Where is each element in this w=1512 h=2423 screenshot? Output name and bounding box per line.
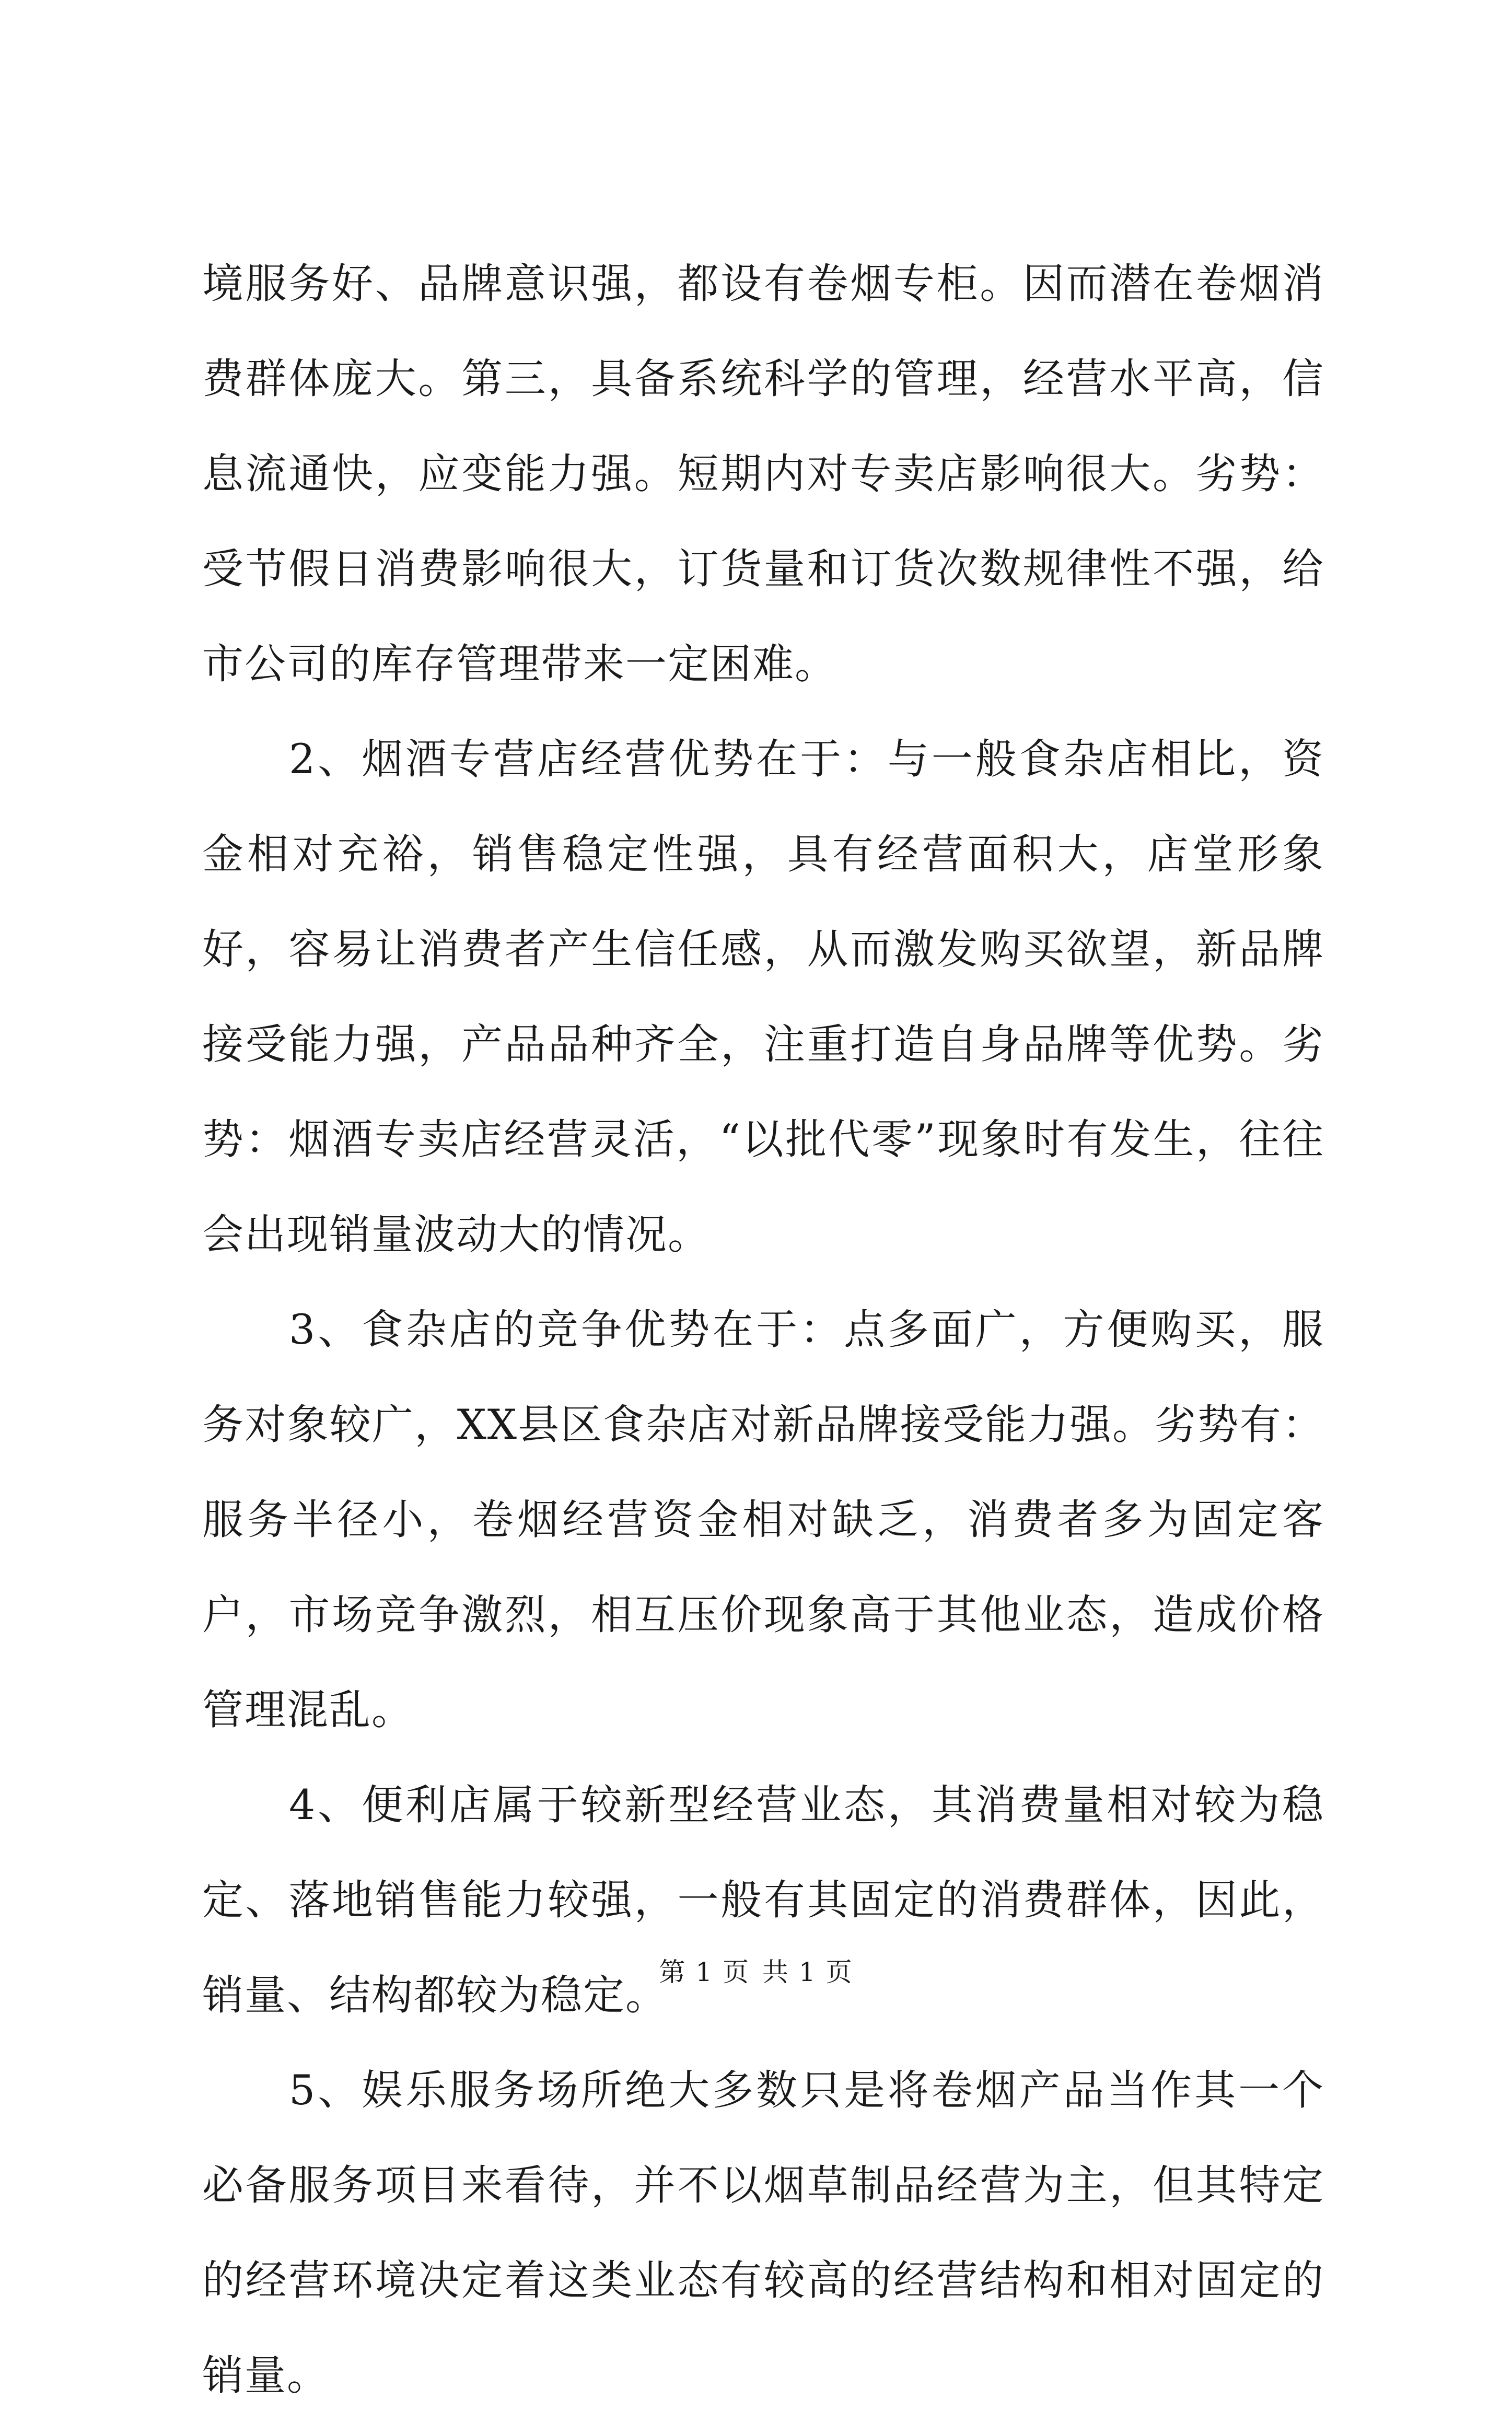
paragraph-3: 3、食杂店的竞争优势在于：点多面广，方便购买，服务对象较广，XX县区食杂店对新品牌接受能力强。劣势有：服务半径小，卷烟经营资金相对缺乏，消费者多为固定客户，市场竞争激烈，相互压价现象高于其他业态，造成价格管理混乱。	[202, 1306, 1324, 1734]
paragraph-2: 2、烟酒专营店经营优势在于：与一般食杂店相比，资金相对充裕，销售稳定性强，具有经营面积大，店堂形象好，容易让消费者产生信任感，从而激发购买欲望，新品牌接受能力强，产品品种齐全，注重打造自身品牌等优势。劣势：烟酒专卖店经营灵活，“以批代零”现象时有发生，往往会出现销量波动大的情况。	[202, 735, 1324, 1259]
paragraph-continued: 境服务好、品牌意识强，都设有卷烟专柜。因而潜在卷烟消费群体庞大。第三，具备系统科学的管理，经营水平高，信息流通快，应变能力强。短期内对专卖店影响很大。劣势：受节假日消费影响很大，订货量和订货次数规律性不强，给市公司的库存管理带来一定困难。	[202, 260, 1324, 688]
page-number: 第 1 页	[659, 1957, 750, 1987]
page-footer	[0, 1954, 1512, 1990]
document-body	[202, 236, 1324, 2423]
page-total: 共 1 页	[762, 1957, 853, 1987]
paragraph-5: 5、娱乐服务场所绝大多数只是将卷烟产品当作其一个必备服务项目来看待，并不以烟草制品经营为主，但其特定的经营环境决定着这类业态有较高的经营结构和相对固定的销量。	[202, 2066, 1324, 2399]
paragraph-4: 4、便利店属于较新型经营业态，其消费量相对较为稳定、落地销售能力较强，一般有其固定的消费群体，因此，销量、结构都较为稳定。	[202, 1781, 1324, 2019]
